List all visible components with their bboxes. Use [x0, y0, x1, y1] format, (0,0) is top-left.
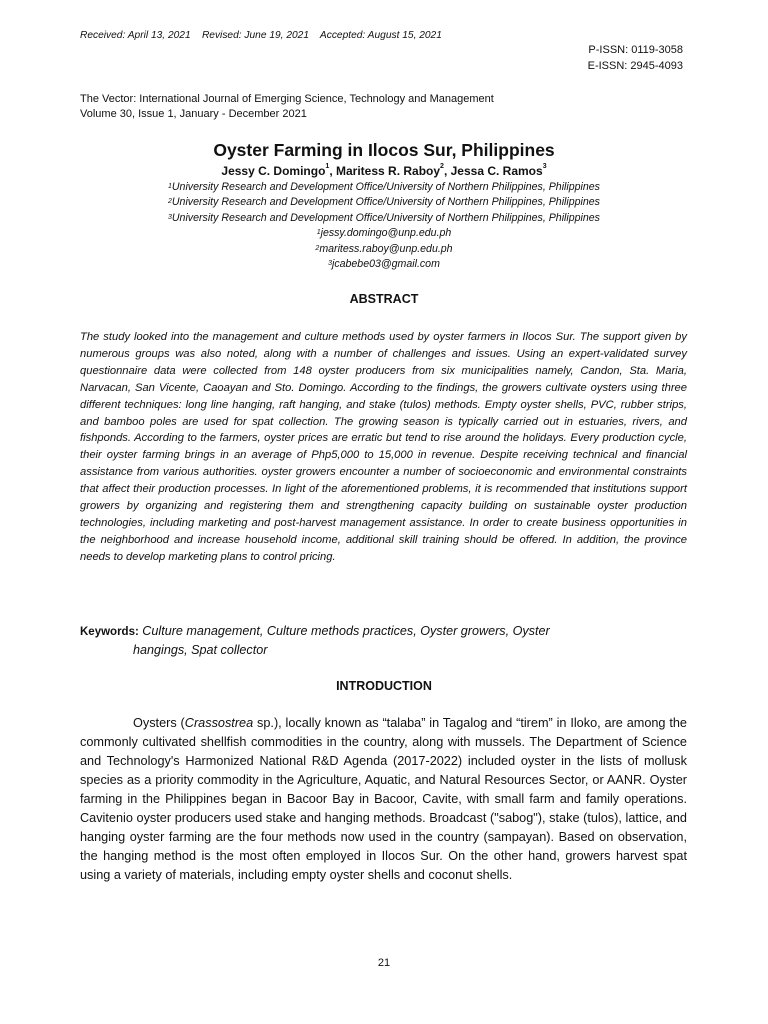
affiliation-superscript: 3 — [168, 213, 172, 221]
intro-text-rest: sp.), locally known as “talaba” in Tagalog and “tirem” in Iloko, are among the commonly cultivated shellfish commodities in the country, along with mussels. The Department of Science and Technology's Harmonized National R&D Agenda (2017-2022) included oyster in the lists of mollusk species as a priority commodity in the Agriculture, Aquatic, and Natural Resources Sector, or AANR. Oyster farming in the Philippines began in Bacoor Bay in Bacoor, Cavite, with small farm and family operations. Cavitenio oyster producers used stake and hanging methods. Broadcast ("sabog"), stake (tulos), lattice, and hanging oyster farming are the four methods now used in the country (sampayan). Based on observation, the hanging method is the most often employed in Ilocos Sur. On the other hand, growers harvest spat using a variety of materials, including empty oyster shells and coconut shells. — [80, 716, 687, 882]
intro-text-start: Oysters ( — [133, 716, 185, 730]
email-superscript: 1 — [316, 229, 321, 237]
author-superscript: 1 — [325, 163, 330, 170]
e-issn: E-ISSN: 2945-4093 — [587, 60, 683, 72]
email-link[interactable]: maritess.raboy@unp.edu.ph — [319, 242, 453, 255]
affiliation-text: University Research and Development Office/University of Northern Philippines, Philippines — [171, 211, 600, 224]
author-superscript: 2 — [440, 163, 444, 170]
affiliation-superscript: 1 — [168, 183, 172, 190]
author-name: Jessa C. Ramos — [450, 164, 543, 178]
journal-name: The Vector: International Journal of Emerging Science, Technology and Management — [80, 93, 494, 105]
author-name: Jessy C. Domingo — [221, 164, 326, 178]
genus-name: Crassostrea — [184, 716, 254, 730]
affiliation-text: University Research and Development Office/University of Northern Philippines, Philippines — [171, 181, 600, 193]
email-superscript: 3 — [328, 260, 332, 268]
email-superscript: 2 — [315, 244, 320, 252]
introduction-heading: INTRODUCTION — [336, 679, 432, 693]
keywords-line-1: Culture management, Culture methods practices, Oyster growers, Oyster — [142, 624, 550, 638]
email-line[interactable] — [0, 257, 768, 272]
affiliations — [0, 180, 768, 272]
author-name: Maritess R. Raboy — [336, 164, 441, 178]
p-issn: P-ISSN: 0119-3058 — [588, 44, 683, 56]
keywords-line-2: hangings, Spat collector — [133, 643, 268, 657]
affiliation-line — [0, 211, 768, 226]
author-separator: , — [443, 164, 451, 178]
keywords-block — [80, 622, 687, 659]
submission-dates: Received: April 13, 2021 Revised: June 19, 2021 Accepted: August 15, 2021 — [80, 30, 442, 41]
affiliation-superscript: 2 — [168, 198, 172, 206]
email-link[interactable]: jessy.domingo@unp.edu.ph — [320, 227, 452, 240]
author-list — [0, 164, 768, 178]
affiliation-line — [0, 195, 768, 210]
email-line[interactable] — [0, 226, 768, 241]
introduction-text — [80, 714, 687, 885]
journal-volume: Volume 30, Issue 1, January - December 2021 — [80, 108, 307, 120]
abstract-heading: ABSTRACT — [349, 292, 419, 306]
affiliation-line — [0, 180, 768, 195]
paper-title: Oyster Farming in Ilocos Sur, Philippines — [213, 140, 555, 160]
author-superscript: 3 — [542, 163, 547, 170]
keywords-label: Keywords: — [80, 626, 139, 638]
journal-info — [80, 92, 494, 122]
affiliation-text: University Research and Development Office/University of Northern Philippines, Philippines — [171, 196, 600, 209]
abstract-text: The study looked into the management and culture methods used by oyster farmers in Ilocos Sur. The support given by numerous groups was also noted, along with a number of challenges and issues. Using an expert-validated survey questionnaire data were collected from 148 oyster producers from six municipalities namely, Candon, Sta. Maria, Narvacan, San Vicente, Caoayan and Sto. Domingo. According to the findings, the growers cultivate oysters using three different techniques: long line hanging, raft hanging, and stake (tulos) methods. Empty oyster shells, PVC, rubber strips, and bamboo poles are used for spat collection. The growing season is typically carried out in estuaries, rivers, and fishponds. According to the farmers, oyster prices are erratic but tend to rise around the holidays. Every production cycle, their oyster farming brings in an average of Php5,000 to 15,000 in revenue. Despite receiving technical and financial assistance from various authorities. oyster growers encounter a number of socioeconomic and environmental constraints that affect their production processes. In light of the aforementioned problems, it is recommended that institutions support growers by organizing and registering them and strengthening capacity building on sustainable oyster production technologies, including marketing and post-harvest management assistance. In order to create business opportunities in the neighborhood and increase household income, additional skill training should be offered. In addition, the province needs to develop marketing plans to control pricing. — [80, 331, 687, 563]
page-number: 21 — [377, 957, 391, 969]
email-link[interactable]: jcabebe03@gmail.com — [331, 258, 440, 271]
email-line[interactable] — [0, 242, 768, 257]
author-separator: , — [329, 164, 336, 178]
